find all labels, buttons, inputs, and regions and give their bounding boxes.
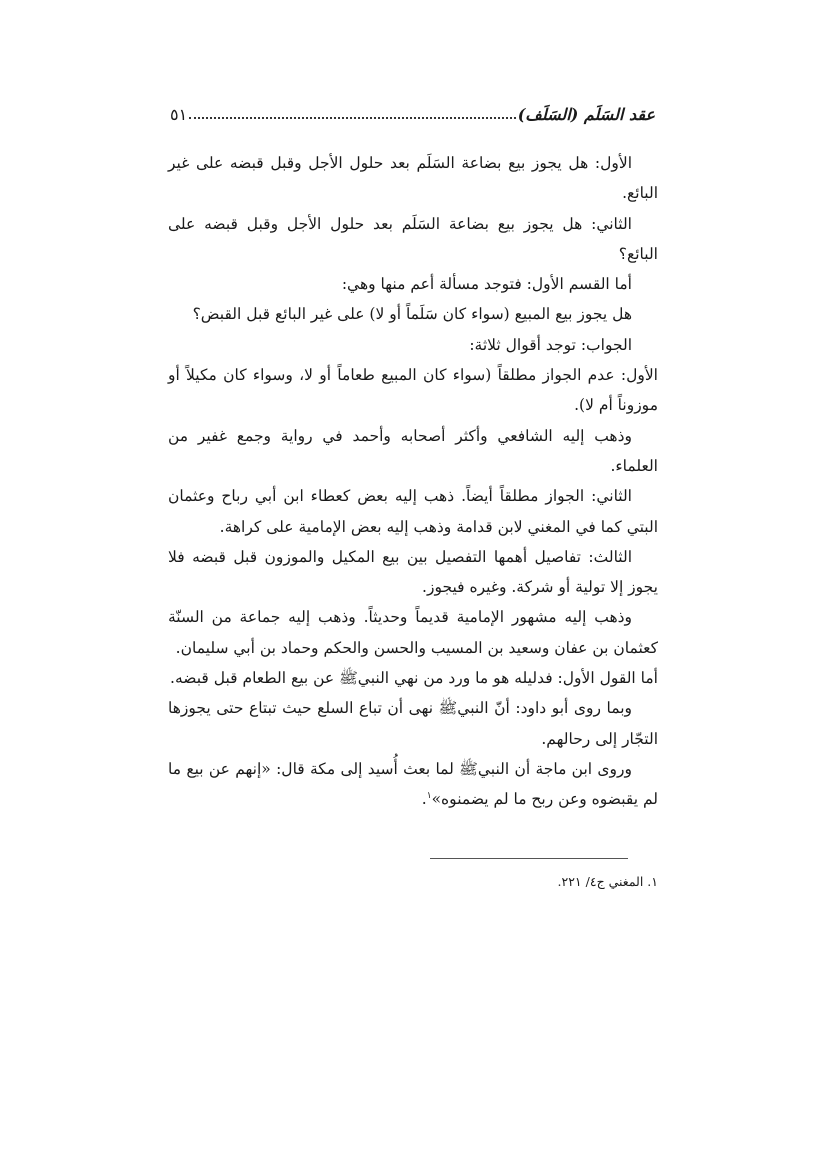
paragraph: وذهب إليه مشهور الإمامية قديماً وحديثاً. وذهب إليه جماعة من السنّة كعثمان بن عفان وسعيد بن المسيب والحسن والحكم وحماد بن أبي سليمان. [168,608,658,657]
paragraph: الجواب: توجد أقوال ثلاثة: [469,335,632,354]
footnote-reference[interactable]: ١ [426,791,432,802]
running-title: عقد السَلَم (السَلَف) [517,105,655,124]
paragraph: الأول: عدم الجواز مطلقاً (سواء كان المبيع طعاماً أو لا، وسواء كان مكيلاً أو موزوناً أم لا). [168,366,658,415]
paragraph: وبما روى أبو داود: أنّ النبيﷺ نهى أن تباع السلع حيث تبتاع حتى يجوزها التجّار إلى رحالهم. [168,699,658,748]
paragraph: وروى ابن ماجة أن النبيﷺ لما بعث أُسيد إلى مكة قال: «إنهم عن بيع ما لم يقبضوه وعن ربح ما لم يضمنوه»$^١$. [168,759,658,809]
body-text [168,148,658,815]
paragraph: هل يجوز بيع المبيع (سواء كان سَلَماً أو لا) على غير البائع قبل القبض؟ [192,305,632,324]
paragraph: وذهب إليه الشافعي وأكثر أصحابه وأحمد في رواية وجمع غفير من العلماء. [168,426,658,475]
paragraph: أما القول الأول: فدليله هو ما ورد من نهي النبيﷺ عن بيع الطعام قبل قبضه. [170,669,658,688]
paragraph: الثاني: هل يجوز بيع بضاعة السَلَم بعد حلول الأجل وقبل قبضه على البائع؟ [168,214,658,263]
paragraph: الثالث: تفاصيل أهمها التفصيل بين بيع المكيل والموزون قبل قبضه فلا يجوز إلا تولية أو شركة. وغيره فيجوز. [168,547,658,597]
paragraph: الثاني: الجواز مطلقاً أيضاً. ذهب إليه بعض كعطاء ابن أبي رباح وعثمان البتي كما في المغني لابن قدامة وذهب إليه بعض الإمامية على كراهة. [168,487,658,536]
running-header [170,94,655,124]
paragraph: الأول: هل يجوز بيع بضاعة السَلَم بعد حلول الأجل وقبل قبضه على غير البائع. [168,154,658,203]
paragraph-text: وروى ابن ماجة أن النبيﷺ لما بعث أُسيد إلى مكة قال: «إنهم عن بيع ما لم يقبضوه وعن ربح ما لم يضمنوه» [168,759,658,809]
footnote-divider [430,858,628,859]
paragraph: أما القسم الأول: فتوجد مسألة أعم منها وهي: [341,275,632,294]
footnote: ١. المغني ج٤/ ٢٢١. [557,874,658,889]
dot-leader [189,116,516,119]
page-number: ٥١ [170,105,188,124]
